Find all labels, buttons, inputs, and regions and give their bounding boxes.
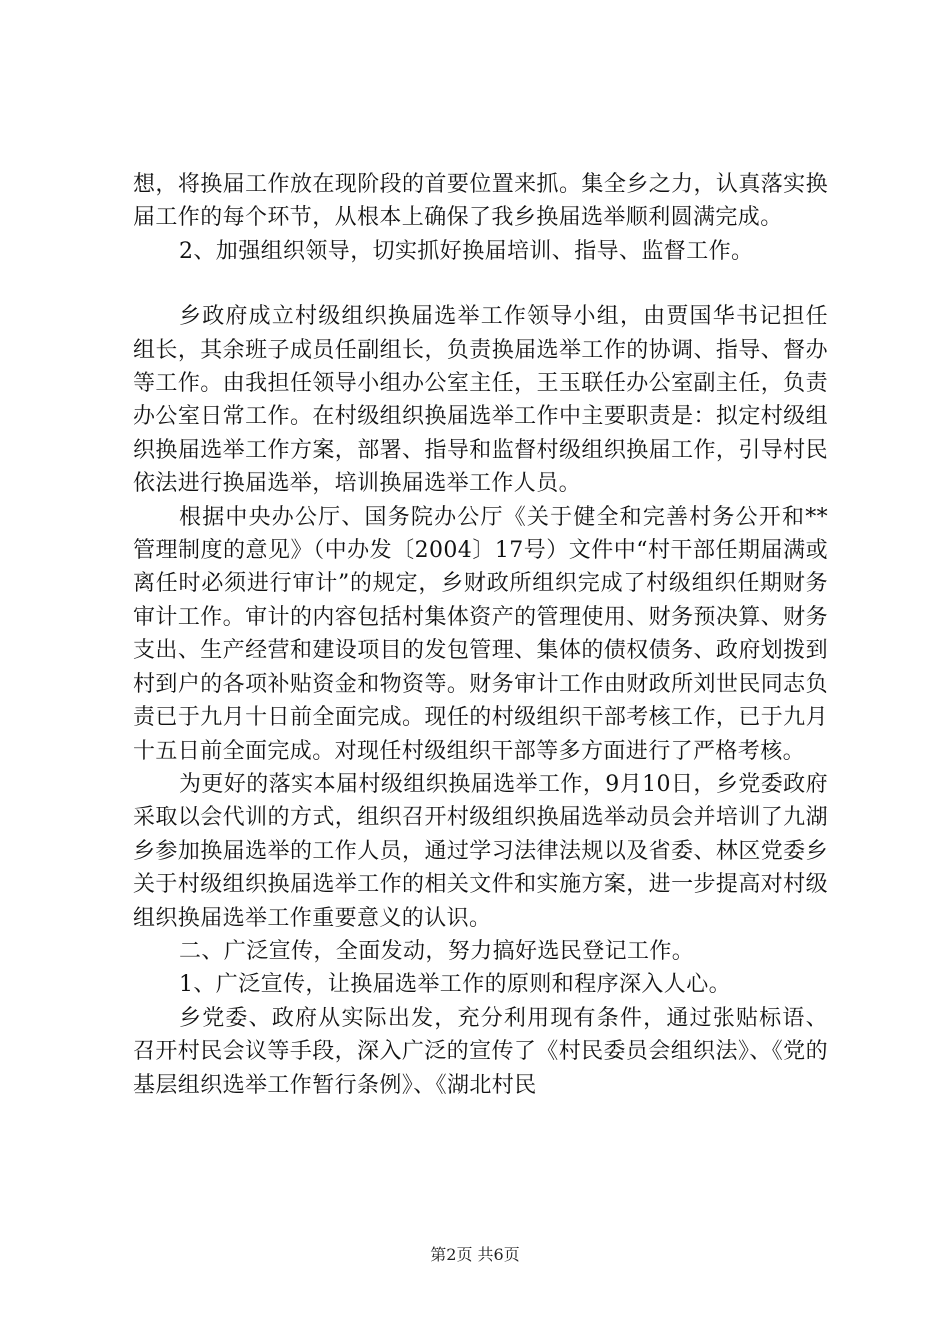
paragraph-gap: [133, 268, 828, 300]
document-body: [133, 168, 828, 1102]
page-footer: 第2页 共6页: [430, 1245, 520, 1264]
paragraph-4: 根据中央办公厅、国务院办公厅《关于健全和完善村务公开和**管理制度的意见》（中办发〔2004〕17号）文件中“村干部任期届满或离任时必须进行审计”的规定，乡财政所组织完成了村级组织任期财务审计工作。审计的内容包括村集体资产的管理使用、财务预决算、财务支出、生产经营和建设项目的发包管理、集体的债权债务、政府划拨到村到户的各项补贴资金和物资等。财务审计工作由财政所刘世民同志负责已于九月十日前全面完成。现任的村级组织干部考核工作，已于九月十五日前全面完成。对现任村级组织干部等多方面进行了严格考核。: [133, 504, 828, 764]
paragraph-2-heading: 2、加强组织领导，切实抓好换届培训、指导、监督工作。: [179, 238, 754, 264]
paragraph-1: 想，将换届工作放在现阶段的首要位置来抓。集全乡之力，认真落实换届工作的每个环节，从根本上确保了我乡换届选举顺利圆满完成。: [133, 172, 828, 231]
section-heading-2: 二、广泛宣传，全面发动，努力搞好选民登记工作。: [179, 938, 695, 964]
subsection-heading-1: 1、广泛宣传，让换届选举工作的原则和程序深入人心。: [179, 972, 731, 998]
paragraph-5: 为更好的落实本届村级组织换届选举工作，9月10日，乡党委政府采取以会代训的方式，组织召开村级组织换届选举动员会并培训了九湖乡参加换届选举的工作人员，通过学习法律法规以及省委、林区党委乡关于村级组织换届选举工作的相关文件和实施方案，进一步提高对村级组织换届选举工作重要意义的认识。: [133, 771, 828, 931]
paragraph-3: 乡政府成立村级组织换届选举工作领导小组，由贾国华书记担任组长，其余班子成员任副组长，负责换届选举工作的协调、指导、督办等工作。由我担任领导小组办公室主任，王玉联任办公室副主任，负责办公室日常工作。在村级组织换届选举工作中主要职责是：拟定村级组织换届选举工作方案，部署、指导和监督村级组织换届工作，引导村民依法进行换届选举，培训换届选举工作人员。: [133, 304, 828, 497]
paragraph-8: 乡党委、政府从实际出发，充分利用现有条件，通过张贴标语、召开村民会议等手段，深入广泛的宣传了《村民委员会组织法》、《党的基层组织选举工作暂行条例》、《湖北村民: [133, 1005, 828, 1098]
